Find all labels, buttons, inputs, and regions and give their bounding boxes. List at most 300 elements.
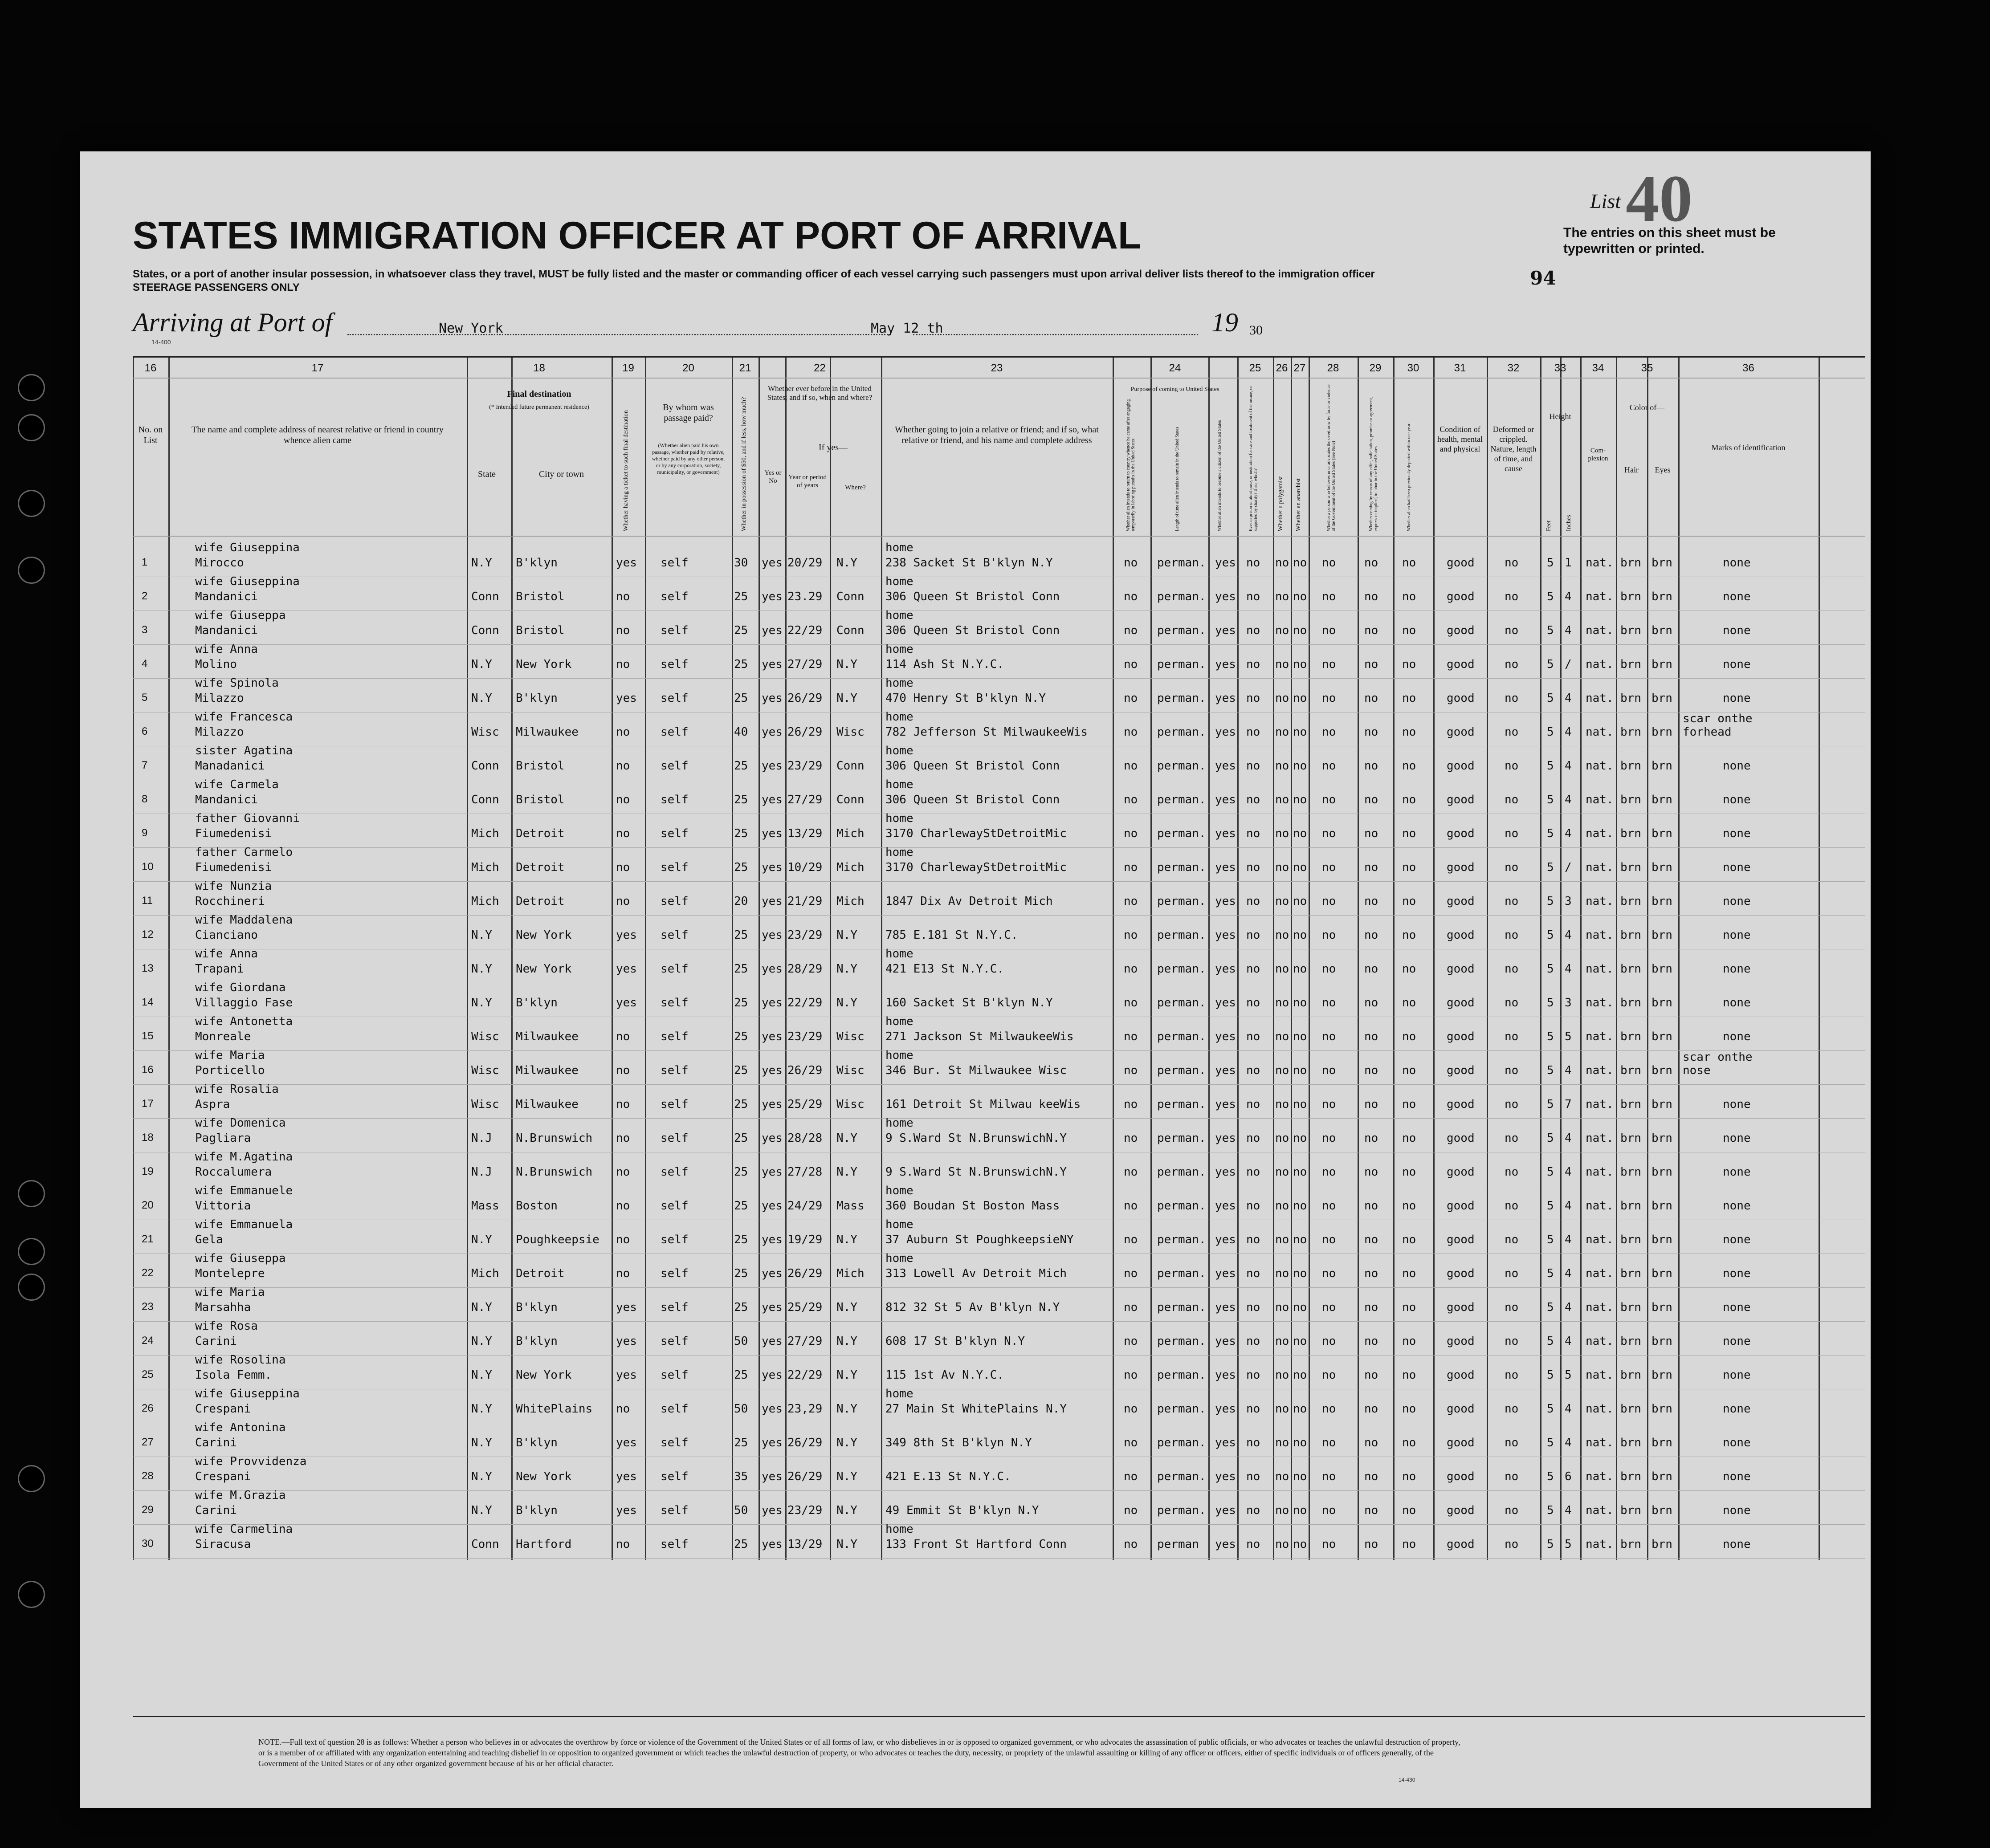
cell-inch: 5	[1565, 1538, 1572, 1551]
cell-q30: no	[1402, 861, 1416, 874]
relative-name: wife Francesca	[195, 710, 293, 724]
cell-where: N.Y	[836, 996, 857, 1009]
cell-compl: nat.	[1586, 556, 1614, 570]
cell-before: yes	[762, 1368, 783, 1382]
cell-state: Wisc	[471, 1030, 499, 1043]
cell-q27: no	[1293, 1233, 1307, 1246]
row-divider	[133, 1321, 1865, 1322]
cell-no: 11	[142, 895, 153, 907]
cell-q25: no	[1246, 996, 1260, 1009]
cell-where: N.Y	[836, 1233, 857, 1246]
cell-q29: no	[1364, 928, 1378, 942]
cell-q30: no	[1402, 1538, 1416, 1551]
cell-eyes: brn	[1652, 624, 1672, 637]
cell-p1: no	[1124, 1436, 1138, 1449]
cell-name: Milazzo	[195, 725, 244, 739]
relative-name: wife Giordana	[195, 981, 286, 994]
cell-money: 25	[734, 793, 748, 806]
cell-q25: no	[1246, 793, 1260, 806]
header-before: Whether ever before in the United States; and if so, when and where?	[767, 384, 873, 402]
cell-marks: none	[1723, 590, 1751, 603]
cell-paid: self	[661, 996, 689, 1009]
cell-q26: no	[1275, 1267, 1289, 1280]
cell-deform: no	[1505, 996, 1519, 1009]
cell-ft: 5	[1547, 861, 1554, 874]
cell-marks: none	[1723, 1199, 1751, 1213]
cell-q27: no	[1293, 1030, 1307, 1043]
cell-no: 27	[142, 1436, 154, 1448]
cell-ft: 5	[1547, 895, 1554, 908]
cell-ticket: no	[616, 1132, 630, 1145]
cell-deform: no	[1505, 1368, 1519, 1382]
relative-name: wife Emmanuele	[195, 1184, 293, 1197]
cell-q28: no	[1322, 1165, 1336, 1179]
cell-q29: no	[1364, 1402, 1378, 1416]
cell-q26: no	[1275, 895, 1289, 908]
cell-marks: none	[1723, 1098, 1751, 1111]
cell-ticket: yes	[616, 1504, 637, 1517]
cell-deform: no	[1505, 1165, 1519, 1179]
cell-name: Roccalumera	[195, 1165, 272, 1179]
cell-q29: no	[1364, 827, 1378, 840]
cell-inch: 5	[1565, 1030, 1572, 1043]
cell-marks: scar onthe forhead	[1683, 712, 1753, 739]
cell-p2: perman.	[1157, 1470, 1206, 1483]
cell-compl: nat.	[1586, 1402, 1614, 1416]
cell-marks: none	[1723, 692, 1751, 705]
relative-name: father Carmelo	[195, 846, 293, 859]
cell-compl: nat.	[1586, 1030, 1614, 1043]
cell-q29: no	[1364, 1064, 1378, 1077]
header-no: No. on List	[138, 425, 163, 445]
cell-p3: yes	[1215, 895, 1236, 908]
cell-p3: yes	[1215, 1267, 1236, 1280]
cell-where: Wisc	[836, 725, 865, 739]
cell-addr: 114 Ash St N.Y.C.	[885, 658, 1004, 671]
cell-q26: no	[1275, 1030, 1289, 1043]
cell-no: 30	[142, 1538, 154, 1550]
cell-before: yes	[762, 759, 783, 773]
cell-q25: no	[1246, 1368, 1260, 1382]
cell-p3: yes	[1215, 793, 1236, 806]
cell-hair: brn	[1620, 1335, 1641, 1348]
cell-no: 20	[142, 1199, 154, 1211]
cell-state: Conn	[471, 624, 499, 637]
cell-marks: none	[1723, 1504, 1751, 1517]
cell-before: yes	[762, 1335, 783, 1348]
cell-paid: self	[661, 1233, 689, 1246]
page-number: 94	[1530, 267, 1556, 289]
cell-p2: perman.	[1157, 692, 1206, 705]
col-number: 27	[1293, 362, 1306, 374]
cell-p1: no	[1124, 1538, 1138, 1551]
cell-cond: good	[1447, 658, 1475, 671]
cell-inch: 4	[1565, 1402, 1572, 1416]
cell-deform: no	[1505, 1436, 1519, 1449]
header-q30: Whether alien had been previously deported within one year	[1407, 423, 1411, 531]
cell-paid: self	[661, 1165, 689, 1179]
cell-q30: no	[1402, 1165, 1416, 1179]
cell-inch: 4	[1565, 1301, 1572, 1314]
cell-paid: self	[661, 1199, 689, 1213]
cell-before: yes	[762, 827, 783, 840]
cell-marks: none	[1723, 1402, 1751, 1416]
cell-cond: good	[1447, 1199, 1475, 1213]
relative-name: wife Carmela	[195, 778, 279, 791]
header-polygamist: Whether a polygamist	[1277, 476, 1284, 531]
cell-ticket: no	[616, 1538, 630, 1551]
col-number: 26	[1276, 362, 1288, 374]
cell-ft: 5	[1547, 1436, 1554, 1449]
cell-q26: no	[1275, 1064, 1289, 1077]
cell-marks: none	[1723, 759, 1751, 773]
cell-name: Montelepre	[195, 1267, 265, 1280]
cell-where: N.Y	[836, 556, 857, 570]
cell-hair: brn	[1620, 861, 1641, 874]
cell-deform: no	[1505, 1199, 1519, 1213]
column-line	[612, 358, 613, 1560]
cell-q25: no	[1246, 827, 1260, 840]
cell-ft: 5	[1547, 590, 1554, 603]
header-join: Whether going to join a relative or friend; and if so, what relative or friend, and his name and complete address	[895, 425, 1099, 445]
cell-deform: no	[1505, 624, 1519, 637]
instruction-text: States, or a port of another insular possession, in whatsoever class they travel, MUST be fully listed and the master or commanding officer of each vessel carrying such passengers must upon arrival deliver lists thereof to the immigration officer	[133, 268, 1375, 280]
cell-before: yes	[762, 624, 783, 637]
cell-q27: no	[1293, 590, 1307, 603]
cell-before: yes	[762, 793, 783, 806]
cell-q27: no	[1293, 624, 1307, 637]
cell-p3: yes	[1215, 1199, 1236, 1213]
cell-eyes: brn	[1652, 1504, 1672, 1517]
cell-paid: self	[661, 1030, 689, 1043]
cell-ft: 5	[1547, 962, 1554, 976]
cell-p1: no	[1124, 1402, 1138, 1416]
cell-city: Boston	[516, 1199, 558, 1213]
cell-name: Carini	[195, 1436, 237, 1449]
header-q29: Whether coming by reason of any offer, solicitation, promise or agreement, express or implied, to labor in the United States	[1369, 397, 1378, 531]
cell-addr: 782 Jefferson St MilwaukeeWis	[885, 725, 1088, 739]
cell-deform: no	[1505, 861, 1519, 874]
manifest-page	[80, 151, 1871, 1808]
cell-q26: no	[1275, 1199, 1289, 1213]
punch-hole	[18, 1581, 45, 1608]
cell-period: 26/29	[787, 1064, 823, 1077]
cell-ticket: yes	[616, 1368, 637, 1382]
footnote: NOTE.—Full text of question 28 is as follows: Whether a person who believes in or advocates the overthrow by force or violence of the Government of the United States or of all forms of law, or who disbelieves in or is opposed to organized government, or who advocates the assassination of public officials, or who advocates or teaches the unlawful destruction of property, or is a member of or affiliated with any organization entertaining and teaching disbelief in or opposition to organized government or which teaches the unlawful destruction of property, or who advocates or teaches the duty, necessity, or propriety of the unlawful assaulting or killing of any officer or officers, either of specific individuals or of officers generally, of the Government of the United States or of any other organized government because of his or her official character.	[258, 1738, 1460, 1768]
cell-money: 25	[734, 1233, 748, 1246]
cell-period: 26/29	[787, 1267, 823, 1280]
relative-name: wife Maria	[195, 1049, 265, 1062]
cell-q26: no	[1275, 1436, 1289, 1449]
cell-eyes: brn	[1652, 996, 1672, 1009]
cell-compl: nat.	[1586, 1368, 1614, 1382]
cell-q28: no	[1322, 996, 1336, 1009]
cell-eyes: brn	[1652, 692, 1672, 705]
cell-q26: no	[1275, 590, 1289, 603]
col-number: 24	[1169, 362, 1181, 374]
cell-q27: no	[1293, 827, 1307, 840]
cell-paid: self	[661, 1470, 689, 1483]
join-relation: home	[885, 947, 913, 961]
cell-hair: brn	[1620, 1470, 1641, 1483]
cell-compl: nat.	[1586, 1132, 1614, 1145]
cell-cond: good	[1447, 1504, 1475, 1517]
cell-no: 16	[142, 1064, 154, 1076]
cell-q28: no	[1322, 1436, 1336, 1449]
punch-hole	[18, 1238, 45, 1265]
cell-p3: yes	[1215, 1165, 1236, 1179]
column-line	[785, 358, 787, 1560]
cell-q30: no	[1402, 1335, 1416, 1348]
cell-q26: no	[1275, 658, 1289, 671]
cell-before: yes	[762, 1402, 783, 1416]
cell-ticket: yes	[616, 1335, 637, 1348]
cell-name: Villaggio Fase	[195, 996, 293, 1009]
cell-cond: good	[1447, 725, 1475, 739]
cell-deform: no	[1505, 1132, 1519, 1145]
cell-marks: none	[1723, 1301, 1751, 1314]
cell-q25: no	[1246, 1301, 1260, 1314]
cell-q25: no	[1246, 1470, 1260, 1483]
cell-inch: 4	[1565, 725, 1572, 739]
cell-marks: none	[1723, 928, 1751, 942]
cell-addr: 133 Front St Hartford Conn	[885, 1538, 1067, 1551]
cell-deform: no	[1505, 1504, 1519, 1517]
col-number: 29	[1369, 362, 1382, 374]
cell-inch: 4	[1565, 928, 1572, 942]
cell-hair: brn	[1620, 1098, 1641, 1111]
cell-deform: no	[1505, 658, 1519, 671]
cell-q29: no	[1364, 1436, 1378, 1449]
year-prefix: 19	[1211, 308, 1238, 337]
cell-where: Wisc	[836, 1064, 865, 1077]
entries-note: The entries on this sheet must be typewritten or printed.	[1563, 225, 1776, 256]
cell-p2: perman.	[1157, 1335, 1206, 1348]
cell-p2: perman.	[1157, 1301, 1206, 1314]
cell-q26: no	[1275, 861, 1289, 874]
cell-q25: no	[1246, 1233, 1260, 1246]
cell-money: 25	[734, 1030, 748, 1043]
cell-ticket: no	[616, 1199, 630, 1213]
cell-p1: no	[1124, 1199, 1138, 1213]
header-feet: Feet	[1546, 520, 1552, 531]
cell-compl: nat.	[1586, 1436, 1614, 1449]
cell-q26: no	[1275, 1538, 1289, 1551]
cell-deform: no	[1505, 1267, 1519, 1280]
cell-paid: self	[661, 895, 689, 908]
cell-q27: no	[1293, 658, 1307, 671]
cell-period: 27/29	[787, 658, 823, 671]
cell-compl: nat.	[1586, 624, 1614, 637]
cell-cond: good	[1447, 1436, 1475, 1449]
cell-q25: no	[1246, 1436, 1260, 1449]
cell-eyes: brn	[1652, 1233, 1672, 1246]
cell-addr: 9 S.Ward St N.BrunswichN.Y	[885, 1132, 1067, 1145]
cell-q30: no	[1402, 692, 1416, 705]
cell-p1: no	[1124, 895, 1138, 908]
cell-inch: 4	[1565, 1267, 1572, 1280]
cell-addr: 346 Bur. St Milwaukee Wisc	[885, 1064, 1067, 1077]
cell-marks: none	[1723, 1335, 1751, 1348]
cell-p3: yes	[1215, 1335, 1236, 1348]
cell-cond: good	[1447, 556, 1475, 570]
cell-before: yes	[762, 1233, 783, 1246]
cell-city: B'klyn	[516, 996, 558, 1009]
column-line	[881, 358, 882, 1560]
relative-name: wife M.Grazia	[195, 1489, 286, 1502]
cell-q30: no	[1402, 624, 1416, 637]
cell-marks: none	[1723, 556, 1751, 570]
relative-name: wife Anna	[195, 947, 258, 961]
cell-cond: good	[1447, 1368, 1475, 1382]
cell-p2: perman.	[1157, 759, 1206, 773]
cell-ticket: no	[616, 793, 630, 806]
cell-p2: perman.	[1157, 624, 1206, 637]
cell-p2: perman	[1157, 1538, 1199, 1551]
cell-ft: 5	[1547, 1233, 1554, 1246]
cell-city: Milwaukee	[516, 1098, 579, 1111]
cell-city: Poughkeepsie	[516, 1233, 599, 1246]
header-money: Whether in possession of $50, and if less, how much?	[741, 397, 747, 531]
cell-q25: no	[1246, 1064, 1260, 1077]
cell-compl: nat.	[1586, 590, 1614, 603]
cell-eyes: brn	[1652, 1267, 1672, 1280]
cell-hair: brn	[1620, 725, 1641, 739]
column-line	[133, 358, 134, 1560]
column-line	[1291, 358, 1292, 1560]
cell-hair: brn	[1620, 556, 1641, 570]
cell-eyes: brn	[1652, 725, 1672, 739]
cell-q30: no	[1402, 1233, 1416, 1246]
cell-q26: no	[1275, 1233, 1289, 1246]
cell-q29: no	[1364, 861, 1378, 874]
cell-addr: 160 Sacket St B'klyn N.Y	[885, 996, 1053, 1009]
cell-state: N.J	[471, 1132, 492, 1145]
cell-period: 23,29	[787, 1402, 823, 1416]
cell-hair: brn	[1620, 1199, 1641, 1213]
cell-q28: no	[1322, 793, 1336, 806]
cell-q26: no	[1275, 1165, 1289, 1179]
cell-p2: perman.	[1157, 1199, 1206, 1213]
cell-q30: no	[1402, 1504, 1416, 1517]
join-relation: home	[885, 575, 913, 588]
cell-q28: no	[1322, 1301, 1336, 1314]
cell-ft: 5	[1547, 928, 1554, 942]
header-name: The name and complete address of nearest relative or friend in country whence alien came	[192, 425, 444, 445]
manifest-table	[133, 356, 1865, 1717]
cell-q29: no	[1364, 962, 1378, 976]
cell-deform: no	[1505, 1335, 1519, 1348]
cell-eyes: brn	[1652, 1368, 1672, 1382]
cell-name: Mandanici	[195, 624, 258, 637]
cell-money: 40	[734, 725, 748, 739]
cell-ft: 5	[1547, 692, 1554, 705]
cell-marks: none	[1723, 1538, 1751, 1551]
cell-q29: no	[1364, 658, 1378, 671]
cell-inch: 4	[1565, 793, 1572, 806]
cell-deform: no	[1505, 556, 1519, 570]
arriving-label: Arriving at Port of	[133, 308, 333, 337]
cell-q25: no	[1246, 1538, 1260, 1551]
cell-p3: yes	[1215, 1538, 1236, 1551]
cell-state: N.Y	[471, 658, 492, 671]
join-relation: home	[885, 676, 913, 690]
cell-q25: no	[1246, 590, 1260, 603]
cell-p2: perman.	[1157, 1030, 1206, 1043]
cell-p1: no	[1124, 590, 1138, 603]
column-line	[1273, 358, 1274, 1560]
header-deformed: Deformed or crippled. Nature, length of time, and cause	[1490, 425, 1537, 473]
cell-q25: no	[1246, 928, 1260, 942]
cell-eyes: brn	[1652, 1402, 1672, 1416]
cell-p1: no	[1124, 725, 1138, 739]
cell-q25: no	[1246, 962, 1260, 976]
relative-name: wife Antonina	[195, 1421, 286, 1434]
cell-p2: perman.	[1157, 996, 1206, 1009]
cell-q26: no	[1275, 996, 1289, 1009]
cell-q25: no	[1246, 1402, 1260, 1416]
cell-p1: no	[1124, 759, 1138, 773]
cell-compl: nat.	[1586, 1470, 1614, 1483]
col-number: 23	[991, 362, 1003, 374]
column-line	[1358, 358, 1359, 1560]
cell-paid: self	[661, 1301, 689, 1314]
cell-name: Rocchineri	[195, 895, 265, 908]
cell-hair: brn	[1620, 1402, 1641, 1416]
cell-p2: perman.	[1157, 1368, 1206, 1382]
cell-money: 20	[734, 895, 748, 908]
cell-before: yes	[762, 1301, 783, 1314]
cell-before: yes	[762, 895, 783, 908]
header-yesno: Yes or No	[764, 469, 782, 484]
cell-ft: 5	[1547, 996, 1554, 1009]
header-p2: Length of time alien intends to remain in the United States	[1175, 427, 1180, 531]
cell-q27: no	[1293, 1436, 1307, 1449]
row-divider	[133, 915, 1865, 916]
relative-name: wife Spinola	[195, 676, 279, 690]
column-line	[1678, 358, 1680, 1560]
cell-p1: no	[1124, 1064, 1138, 1077]
header-state: State	[478, 469, 496, 479]
cell-hair: brn	[1620, 624, 1641, 637]
cell-money: 25	[734, 1132, 748, 1145]
col-number: 19	[622, 362, 634, 374]
cell-addr: 3170 CharlewayStDetroitMic	[885, 827, 1067, 840]
relative-name: wife Giuseppa	[195, 1252, 286, 1265]
column-line	[511, 358, 513, 1560]
cell-name: Siracusa	[195, 1538, 251, 1551]
cell-eyes: brn	[1652, 759, 1672, 773]
cell-no: 9	[142, 827, 148, 839]
cell-q28: no	[1322, 1470, 1336, 1483]
column-line	[1487, 358, 1488, 1560]
cell-q29: no	[1364, 1132, 1378, 1145]
cell-name: Monreale	[195, 1030, 251, 1043]
relative-name: father Giovanni	[195, 812, 300, 825]
cell-name: Manadanici	[195, 759, 265, 773]
cell-q30: no	[1402, 996, 1416, 1009]
cell-p3: yes	[1215, 996, 1236, 1009]
cell-hair: brn	[1620, 962, 1641, 976]
col-number: 28	[1327, 362, 1339, 374]
cell-hair: brn	[1620, 759, 1641, 773]
cell-city: B'klyn	[516, 1335, 558, 1348]
cell-state: Conn	[471, 590, 499, 603]
cell-where: Mass	[836, 1199, 865, 1213]
header-final-sub: (* Intended future permanent residence)	[489, 404, 589, 411]
cell-deform: no	[1505, 1233, 1519, 1246]
col-number: 16	[144, 362, 157, 374]
